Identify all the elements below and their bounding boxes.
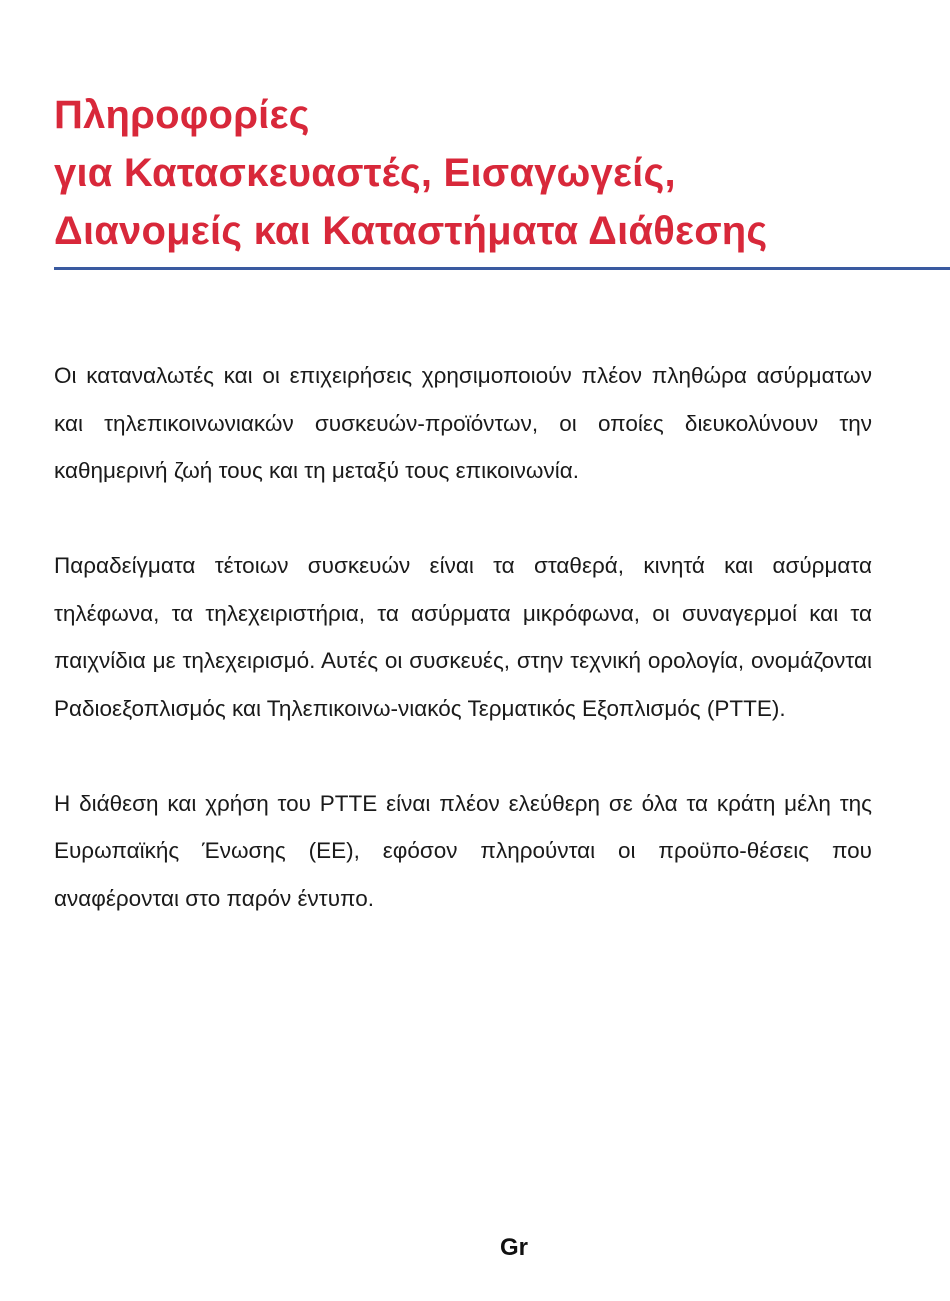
paragraph-2: Παραδείγματα τέτοιων συσκευών είναι τα σταθερά, κινητά και ασύρματα τηλέφωνα, τα τηλεχειριστήρια, τα ασύρματα μικρόφωνα, οι συναγερμοί και τα παιχνίδια με τηλεχειρισμό. Αυτές οι συσκευές, στην τεχνική ορολογία, ονομάζονται Ραδιοεξοπλισμός και Τηλεπικοινω-νιακός Τερματικός Εξοπλισμός (PTTE).: [54, 553, 872, 721]
page-title: [54, 86, 934, 260]
title-divider: [54, 267, 950, 270]
title-line-2: για Κατασκευαστές, Εισαγωγείς,: [54, 151, 676, 195]
language-mark: Gr: [500, 1234, 529, 1261]
paragraph-1: Οι καταναλωτές και οι επιχειρήσεις χρησιμοποιούν πλέον πληθώρα ασύρματων και τηλεπικοινωνιακών συσκευών-προϊόντων, οι οποίες διευκολύνουν την καθημερινή ζωή τους και τη μεταξύ τους επικοινωνία.: [54, 363, 872, 483]
body-text: [54, 352, 872, 970]
title-line-3: Διανομείς και Καταστήματα Διάθεσης: [54, 209, 768, 253]
title-line-1: Πληροφορίες: [54, 93, 310, 137]
paragraph-3: Η διάθεση και χρήση του PTTE είναι πλέον ελεύθερη σε όλα τα κράτη μέλη της Ευρωπαϊκής Ένωσης (ΕΕ), εφόσον πληρούνται οι προϋπο-θέσεις που αναφέρονται στο παρόν έντυπο.: [54, 790, 872, 911]
